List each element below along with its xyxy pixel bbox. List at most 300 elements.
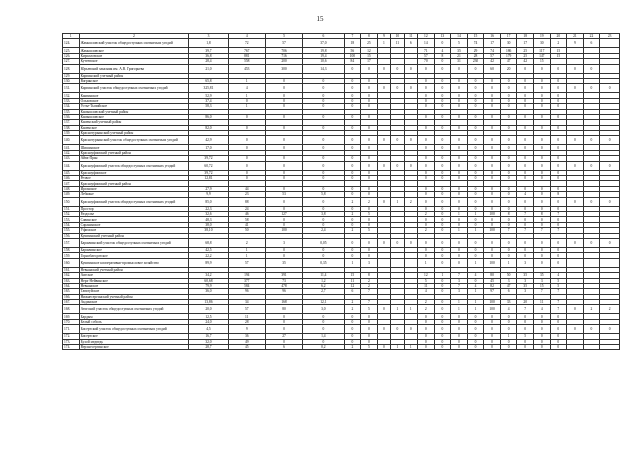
value-cell: 0	[451, 253, 468, 258]
value-cell: 35	[517, 273, 534, 278]
value-cell: 0	[517, 93, 534, 98]
value-cell: 1,4	[303, 334, 344, 339]
value-cell: 0	[361, 192, 378, 197]
column-header: 12	[418, 34, 435, 39]
value-cell: 194	[228, 273, 265, 278]
value-cell: 4	[228, 84, 265, 93]
value-cell: 15	[550, 53, 567, 58]
value-cell: 0	[344, 247, 361, 252]
row-number-cell: 151.	[63, 206, 80, 211]
value-cell: 0	[500, 170, 517, 175]
value-cell: 3,0	[303, 305, 344, 314]
value-cell: 0	[533, 161, 550, 170]
value-cell: 12	[361, 48, 378, 53]
value-cell: 0	[228, 136, 265, 145]
value-cell: 300	[265, 64, 302, 73]
name-cell: Красноуфимское	[79, 170, 189, 175]
value-cell: 0	[517, 156, 534, 161]
value-cell: 0	[361, 319, 378, 324]
value-cell: 1	[391, 345, 404, 350]
name-cell: Каменский учетный район	[79, 120, 189, 125]
value-cell: 0	[484, 93, 501, 98]
value-cell: 0	[344, 78, 361, 83]
value-cell: 2	[361, 197, 378, 206]
value-cell: 7	[550, 300, 567, 305]
row-number-cell: 145.	[63, 170, 80, 175]
value-cell: 7	[550, 228, 567, 233]
row-number-cell: 130.	[63, 78, 80, 83]
value-cell: 0,35	[303, 258, 344, 267]
value-cell: 57	[228, 305, 265, 314]
value-cell: 0	[344, 125, 361, 130]
value-cell: 8	[361, 273, 378, 278]
value-cell	[600, 64, 620, 73]
table-row	[63, 325, 620, 334]
value-cell: 57	[418, 53, 435, 58]
value-cell: 0	[418, 325, 435, 334]
value-cell: 0	[500, 253, 517, 258]
value-cell: 4	[467, 273, 484, 278]
value-cell: 0	[361, 325, 378, 334]
value-cell: 1	[451, 228, 468, 233]
value-cell: 0	[467, 98, 484, 103]
value-cell: 52,9	[189, 93, 228, 98]
value-cell: 12,81	[189, 176, 228, 181]
value-cell: 0	[600, 84, 620, 93]
row-number-cell: 168.	[63, 305, 80, 314]
value-cell: 0	[361, 206, 378, 211]
table-row	[63, 64, 620, 73]
value-cell: 127	[265, 211, 302, 216]
value-cell: 0	[434, 300, 451, 305]
value-cell: 13,86	[189, 300, 228, 305]
value-cell: 0	[484, 247, 501, 252]
value-cell: 0	[418, 114, 435, 119]
name-cell: Кушвинское кооперативно-промысловое хозяйство	[79, 258, 189, 267]
value-cell: 0	[228, 98, 265, 103]
value-cell: 0	[517, 325, 534, 334]
value-cell: 0	[500, 78, 517, 83]
row-number-cell: 161.	[63, 267, 80, 272]
value-cell: 22,2	[189, 253, 228, 258]
value-cell: 2	[600, 305, 620, 314]
value-cell: 5	[361, 305, 378, 314]
name-cell: Нерх-Нейвинское	[79, 278, 189, 283]
value-cell: 73	[265, 278, 302, 283]
value-cell: 2	[550, 39, 567, 48]
value-cell: 0	[418, 217, 435, 222]
value-cell: 0	[467, 197, 484, 206]
name-cell: Нижнесергинский учетный район	[79, 294, 189, 299]
value-cell: 1	[344, 258, 361, 267]
value-cell: 0	[418, 197, 435, 206]
value-cell: 44	[228, 186, 265, 191]
value-cell: 79,9	[189, 283, 228, 288]
value-cell: 2	[418, 211, 435, 216]
value-cell: 0	[344, 161, 361, 170]
value-cell: 96	[228, 289, 265, 294]
value-cell: 0	[391, 161, 404, 170]
value-cell: 0	[467, 192, 484, 197]
name-cell: Айва-Пран	[79, 156, 189, 161]
table-row	[63, 84, 620, 93]
name-cell: Ирганское	[79, 186, 189, 191]
value-cell: 0	[303, 222, 344, 227]
value-cell: 0	[303, 197, 344, 206]
value-cell: 0	[303, 314, 344, 319]
value-cell: 0	[550, 197, 567, 206]
value-cell: 0	[500, 161, 517, 170]
value-cell: 1	[404, 305, 417, 314]
value-cell	[600, 39, 620, 48]
value-cell: 0	[344, 156, 361, 161]
value-cell: 0	[451, 78, 468, 83]
data-table	[62, 33, 620, 350]
value-cell: 0	[533, 345, 550, 350]
value-cell: 36	[228, 334, 265, 339]
value-cell: 0	[303, 206, 344, 211]
value-cell: 0	[303, 217, 344, 222]
value-cell: 7	[533, 289, 550, 294]
value-cell: 0	[517, 253, 534, 258]
column-header: 19	[533, 34, 550, 39]
table-row	[63, 305, 620, 314]
value-cell: 0	[265, 197, 302, 206]
value-cell: 0	[265, 222, 302, 227]
value-cell: 0	[517, 319, 534, 324]
value-cell: 0	[451, 206, 468, 211]
value-cell: 0	[434, 339, 451, 344]
value-cell: 0	[434, 93, 451, 98]
value-cell: 0	[434, 278, 451, 283]
value-cell: 60,68	[189, 278, 228, 283]
value-cell: 0	[344, 145, 361, 150]
value-cell: 11	[418, 283, 435, 288]
value-cell: 0	[451, 125, 468, 130]
value-cell: 4	[517, 192, 534, 197]
name-cell: Горнобагодатское	[79, 253, 189, 258]
value-cell: 0	[484, 222, 501, 227]
column-header: 4	[228, 34, 265, 39]
value-cell: 1,2	[303, 278, 344, 283]
value-cell: 1,8	[189, 39, 228, 48]
value-cell: 0	[418, 345, 435, 350]
row-number-cell: 128.	[63, 64, 80, 73]
value-cell: 5	[550, 278, 567, 283]
value-cell: 42	[484, 59, 501, 64]
value-cell: 37,0	[303, 39, 344, 48]
row-number-cell: 127.	[63, 59, 80, 64]
value-cell: 0	[418, 161, 435, 170]
value-cell: 0	[361, 170, 378, 175]
value-cell: 48,3	[189, 217, 228, 222]
value-cell	[404, 258, 417, 267]
value-cell: 0	[500, 247, 517, 252]
value-cell: 3	[517, 258, 534, 267]
value-cell: 0	[361, 98, 378, 103]
value-cell: 0	[533, 217, 550, 222]
value-cell: 5	[361, 228, 378, 233]
value-cell: 0	[517, 206, 534, 211]
value-cell: 12,1	[303, 300, 344, 305]
value-cell: 0	[484, 345, 501, 350]
value-cell: 0	[303, 104, 344, 109]
value-cell: 1	[451, 305, 468, 314]
value-cell: 0	[600, 161, 620, 170]
value-cell: 9	[228, 325, 265, 334]
value-cell: 11	[533, 300, 550, 305]
value-cell: 0	[265, 136, 302, 145]
value-cell: 0	[265, 339, 302, 344]
value-cell: 0	[377, 238, 390, 247]
value-cell: 0	[467, 78, 484, 83]
value-cell: 2	[418, 228, 435, 233]
value-cell: 0	[228, 145, 265, 150]
value-cell: 0	[484, 238, 501, 247]
value-cell: 0	[265, 145, 302, 150]
value-cell: 0	[361, 314, 378, 319]
value-cell: 0	[434, 125, 451, 130]
value-cell: 1	[228, 253, 265, 258]
value-cell: 0	[451, 156, 468, 161]
value-cell: 0	[265, 114, 302, 119]
value-cell: 0	[451, 114, 468, 119]
value-cell: 9,9	[189, 192, 228, 197]
value-cell: 7	[451, 273, 468, 278]
value-cell: 0	[484, 161, 501, 170]
value-cell: 6	[265, 345, 302, 350]
value-cell: 2	[418, 305, 435, 314]
value-cell: 325,81	[189, 84, 228, 93]
value-cell: 3	[500, 278, 517, 283]
value-cell: 0	[418, 186, 435, 191]
value-cell: 0	[265, 217, 302, 222]
value-cell: 0	[517, 78, 534, 83]
row-number-cell: 129.	[63, 73, 80, 78]
name-cell: Аятское	[79, 273, 189, 278]
row-number-cell: 136.	[63, 114, 80, 119]
value-cell: 767	[228, 48, 265, 53]
value-cell: 39,7	[189, 48, 228, 53]
value-cell: 7	[550, 289, 567, 294]
value-cell: 0	[361, 238, 378, 247]
value-cell: 0	[265, 314, 302, 319]
value-cell: 0	[517, 339, 534, 344]
value-cell: 0	[484, 319, 501, 324]
value-cell: 0	[344, 238, 361, 247]
value-cell: 60,72	[189, 161, 228, 170]
page-number: 15	[316, 15, 324, 23]
value-cell: 0	[434, 136, 451, 145]
value-cell: 0	[484, 104, 501, 109]
name-cell: Простор	[79, 206, 189, 211]
value-cell: 0	[550, 186, 567, 191]
value-cell: 4	[418, 289, 435, 294]
value-cell: 24,0	[189, 319, 228, 324]
row-number-cell: 140.	[63, 136, 80, 145]
name-cell: Вагранское	[79, 78, 189, 83]
value-cell: 0	[377, 305, 390, 314]
value-cell: 0	[361, 222, 378, 227]
value-cell: 0	[567, 238, 584, 247]
value-cell: 0	[228, 176, 265, 181]
value-cell: 3	[517, 289, 534, 294]
value-cell: 0	[500, 314, 517, 319]
value-cell: 12	[344, 283, 361, 288]
value-cell: 0	[361, 93, 378, 98]
value-cell: 47	[500, 59, 517, 64]
value-cell: 7	[500, 228, 517, 233]
value-cell: 1	[467, 305, 484, 314]
column-header: 2	[79, 34, 189, 39]
value-cell: 391	[265, 273, 302, 278]
name-cell: Кушвинский учетный район	[79, 233, 189, 238]
value-cell: 1	[434, 273, 451, 278]
value-cell: 0	[344, 98, 361, 103]
value-cell: 0	[361, 176, 378, 181]
value-cell: 7	[517, 228, 534, 233]
value-cell: 0	[434, 211, 451, 216]
value-cell: 20,0	[189, 305, 228, 314]
value-cell: 0	[344, 334, 361, 339]
value-cell: 0	[404, 84, 417, 93]
value-cell: 0	[467, 238, 484, 247]
value-cell: 0	[484, 125, 501, 130]
name-cell: Краснотурьинский учетный район	[79, 131, 189, 136]
value-cell: 0	[404, 64, 417, 73]
value-cell: 0	[517, 222, 534, 227]
value-cell: 0	[265, 161, 302, 170]
value-cell: 100	[265, 228, 302, 233]
value-cell: 0	[265, 156, 302, 161]
value-cell: 0	[517, 176, 534, 181]
value-cell: 0	[361, 84, 378, 93]
value-cell: 0	[467, 278, 484, 283]
value-cell: 0	[533, 206, 550, 211]
value-cell: 0	[451, 186, 468, 191]
value-cell: 1	[451, 300, 468, 305]
value-cell: 0	[533, 93, 550, 98]
value-cell: 0	[434, 206, 451, 211]
value-cell: 200	[265, 59, 302, 64]
value-cell: 58	[228, 217, 265, 222]
value-cell: 2	[418, 300, 435, 305]
row-number-cell: 149.	[63, 192, 80, 197]
value-cell: 42,9	[189, 136, 228, 145]
value-cell: 0	[391, 84, 404, 93]
value-cell: 0	[467, 161, 484, 170]
value-cell: 33	[500, 300, 517, 305]
value-cell: 36,8	[189, 53, 228, 58]
value-cell: 2	[361, 278, 378, 283]
value-cell: 18	[344, 39, 361, 48]
value-cell: 0	[484, 192, 501, 197]
column-header: 9	[377, 34, 390, 39]
value-cell: 7	[361, 300, 378, 305]
column-header: 21	[567, 34, 584, 39]
value-cell: 0	[467, 176, 484, 181]
value-cell: 65,8	[189, 78, 228, 83]
row-number-cell: 167.	[63, 300, 80, 305]
value-cell: 49	[228, 339, 265, 344]
row-number-cell: 125.	[63, 48, 80, 53]
value-cell: 12,5	[189, 314, 228, 319]
column-header: 23	[600, 34, 620, 39]
value-cell: 0	[303, 339, 344, 344]
value-cell: 7	[550, 211, 567, 216]
value-cell: 0	[567, 305, 584, 314]
column-header: 14	[451, 34, 468, 39]
value-cell: 0	[418, 64, 435, 73]
value-cell: 0	[434, 253, 451, 258]
value-cell: 25	[517, 53, 534, 58]
value-cell: 7	[550, 305, 567, 314]
value-cell: 0	[418, 136, 435, 145]
value-cell: 0,2	[303, 345, 344, 350]
value-cell: 0	[361, 339, 378, 344]
value-cell: 0	[418, 145, 435, 150]
value-cell: 0	[484, 217, 501, 222]
value-cell: 0	[451, 93, 468, 98]
value-cell: 42,5	[189, 247, 228, 252]
row-number-cell: 153.	[63, 217, 80, 222]
value-cell: 0	[500, 206, 517, 211]
value-cell: 11	[344, 278, 361, 283]
value-cell: 74	[467, 39, 484, 48]
value-cell: 0	[550, 319, 567, 324]
value-cell: 0	[361, 125, 378, 130]
value-cell: 0	[265, 247, 302, 252]
value-cell: 0	[517, 238, 534, 247]
row-number-cell: 158.	[63, 247, 80, 252]
value-cell: 0	[550, 258, 567, 267]
table-row	[63, 197, 620, 206]
table-row	[63, 39, 620, 48]
row-number-cell: 146.	[63, 176, 80, 181]
value-cell: 0	[484, 314, 501, 319]
column-header: 10	[391, 34, 404, 39]
value-cell: 1	[377, 39, 390, 48]
value-cell: 68,8	[189, 238, 228, 247]
value-cell: 0	[344, 176, 361, 181]
value-cell: 35	[451, 48, 468, 53]
value-cell: 0	[583, 84, 600, 93]
value-cell: 0	[451, 64, 468, 73]
value-cell: 30	[500, 39, 517, 48]
value-cell: 0	[500, 325, 517, 334]
row-number-cell: 133.	[63, 98, 80, 103]
value-cell: 0	[467, 156, 484, 161]
row-number-cell: 152.	[63, 211, 80, 216]
value-cell: 0	[484, 78, 501, 83]
value-cell: 0	[600, 325, 620, 334]
value-cell: 1	[391, 305, 404, 314]
value-cell: 57	[265, 39, 302, 48]
value-cell: 0	[418, 192, 435, 197]
column-header: 8	[361, 34, 378, 39]
value-cell: 0	[434, 258, 451, 267]
value-cell: 38,10	[189, 228, 228, 233]
row-number-cell: 124.	[63, 39, 80, 48]
value-cell: 37,4	[189, 98, 228, 103]
value-cell: 0	[517, 186, 534, 191]
value-cell: 1	[391, 197, 404, 206]
value-cell: 0	[434, 156, 451, 161]
value-cell: 0	[467, 314, 484, 319]
value-cell: 0	[467, 334, 484, 339]
value-cell: 0	[467, 136, 484, 145]
value-cell: 0	[583, 325, 600, 334]
